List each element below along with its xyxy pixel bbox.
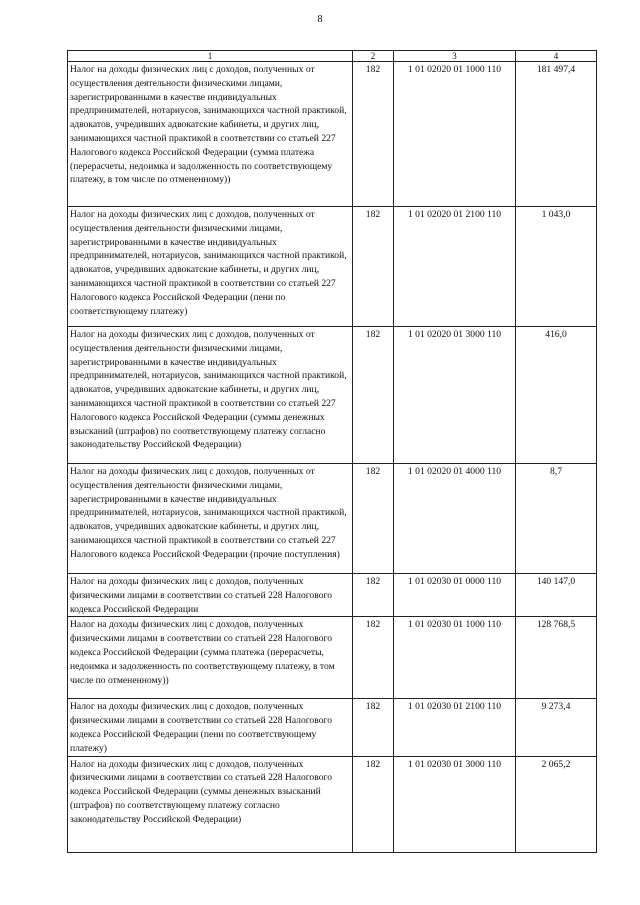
row-admin-code: 182 (353, 207, 394, 327)
page-number: 8 (317, 14, 323, 25)
column-header-amount: 4 (516, 51, 597, 62)
row-amount: 2 065,2 (516, 756, 597, 852)
row-admin-code: 182 (353, 464, 394, 574)
row-admin-code: 182 (353, 699, 394, 756)
column-header-admin: 2 (353, 51, 394, 62)
row-budget-code: 1 01 02020 01 2100 110 (394, 207, 516, 327)
table-row (68, 756, 597, 852)
row-admin-code: 182 (353, 617, 394, 699)
row-amount: 140 147,0 (516, 574, 597, 617)
row-admin-code: 182 (353, 574, 394, 617)
row-name: Налог на доходы физических лиц с доходов, полученных от осуществления деятельности физическими лицами, зарегистрированными в качестве индивидуальных предпринимателей, нотариусов, занимающихся частной практикой, адвокатов, учредивших адвокатские кабинеты, и других лиц, занимающихся частной практикой в соответствии со статьей 227 Налогового кодекса Российской Федерации (суммы денежных взысканий (штрафов) по соответствующему платежу согласно законодательству Российской Федерации) (68, 327, 353, 464)
table-row (68, 617, 597, 699)
row-name: Налог на доходы физических лиц с доходов, полученных физическими лицами в соответствии со статьей 228 Налогового кодекса Российской Федерации (68, 574, 353, 617)
row-admin-code: 182 (353, 756, 394, 852)
row-amount: 1 043,0 (516, 207, 597, 327)
row-amount: 181 497,4 (516, 62, 597, 207)
row-amount: 8,7 (516, 464, 597, 574)
row-amount: 128 768,5 (516, 617, 597, 699)
row-name: Налог на доходы физических лиц с доходов, полученных физическими лицами в соответствии со статьей 228 Налогового кодекса Российской Федерации (пени по соответствующему платежу) (68, 699, 353, 756)
column-header-name: 1 (68, 51, 353, 62)
row-name: Налог на доходы физических лиц с доходов, полученных физическими лицами в соответствии со статьей 228 Налогового кодекса Российской Федерации (суммы денежных взысканий (штрафов) по соответствующему платежу согласно законодательству Российской Федерации) (68, 756, 353, 852)
row-amount: 416,0 (516, 327, 597, 464)
table-row (68, 574, 597, 617)
table-header-row (68, 51, 597, 62)
row-name: Налог на доходы физических лиц с доходов, полученных от осуществления деятельности физическими лицами, зарегистрированными в качестве индивидуальных предпринимателей, нотариусов, занимающихся частной практикой, адвокатов, учредивших адвокатские кабинеты, и других лиц, занимающихся частной практикой в соответствии со статьей 227 Налогового кодекса Российской Федерации (пени по соответствующему платежу) (68, 207, 353, 327)
table-row (68, 62, 597, 207)
table-row (68, 464, 597, 574)
table-row (68, 699, 597, 756)
row-name: Налог на доходы физических лиц с доходов, полученных от осуществления деятельности физическими лицами, зарегистрированными в качестве индивидуальных предпринимателей, нотариусов, занимающихся частной практикой, адвокатов, учредивших адвокатские кабинеты, и других лиц, занимающихся частной практикой в соответствии со статьей 227 Налогового кодекса Российской Федерации (прочие поступления) (68, 464, 353, 574)
row-admin-code: 182 (353, 327, 394, 464)
row-budget-code: 1 01 02030 01 2100 110 (394, 699, 516, 756)
table-row (68, 327, 597, 464)
column-header-code: 3 (394, 51, 516, 62)
revenue-table (67, 50, 597, 853)
row-budget-code: 1 01 02030 01 1000 110 (394, 617, 516, 699)
row-name: Налог на доходы физических лиц с доходов, полученных от осуществления деятельности физическими лицами, зарегистрированными в качестве индивидуальных предпринимателей, нотариусов, занимающихся частной практикой, адвокатов, учредивших адвокатские кабинеты, и других лиц, занимающихся частной практикой в соответствии со статьей 227 Налогового кодекса Российской Федерации (сумма платежа (перерасчеты, недоимка и задолженность по соответствующему платежу, в том числе по отмененному)) (68, 62, 353, 207)
row-budget-code: 1 01 02030 01 0000 110 (394, 574, 516, 617)
row-budget-code: 1 01 02020 01 4000 110 (394, 464, 516, 574)
row-admin-code: 182 (353, 62, 394, 207)
row-amount: 9 273,4 (516, 699, 597, 756)
row-budget-code: 1 01 02020 01 1000 110 (394, 62, 516, 207)
row-budget-code: 1 01 02030 01 3000 110 (394, 756, 516, 852)
table-row (68, 207, 597, 327)
row-budget-code: 1 01 02020 01 3000 110 (394, 327, 516, 464)
row-name: Налог на доходы физических лиц с доходов, полученных физическими лицами в соответствии со статьей 228 Налогового кодекса Российской Федерации (сумма платежа (перерасчеты, недоимка и задолженность по соответствующему платежу, в том числе по отмененному)) (68, 617, 353, 699)
